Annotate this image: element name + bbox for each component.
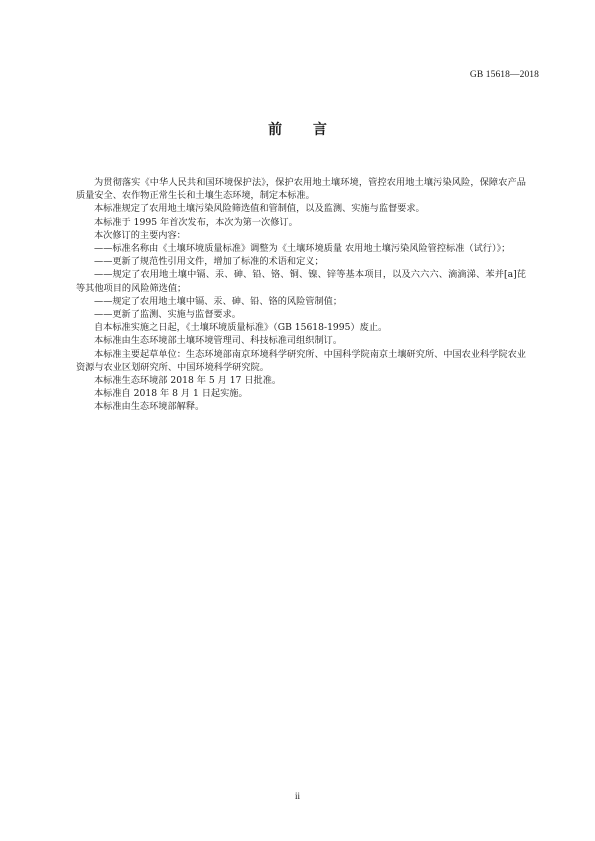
paragraph-abolished: 自本标准实施之日起，《土壤环境质量标准》（GB 15618-1995）废止。	[94, 322, 388, 334]
page-title: 前 言	[268, 122, 340, 138]
page-number: ii	[294, 791, 300, 801]
paragraph-approval: 本标准生态环境部 2018 年 5 月 17 日批准。	[94, 375, 282, 387]
revision-item-control-values: ——规定了农用地土壤中镉、汞、砷、铅、铬的风险管制值；	[94, 295, 343, 307]
revision-item-monitoring: ——更新了监测、实施与监督要求。	[94, 309, 241, 321]
paragraph-history: 本标准于 1995 年首次发布，本次为第一次修订。	[94, 216, 298, 228]
paragraph-revision-intro: 本次修订的主要内容：	[94, 229, 186, 241]
revision-item-references: ——更新了规范性引用文件，增加了标准的术语和定义；	[94, 256, 324, 268]
standard-number: GB 15618—2018	[469, 70, 539, 80]
revision-item-name: ——标准名称由《土壤环境质量标准》调整为《土壤环境质量 农用地土壤污染风险管控标准（试行）》；	[94, 243, 511, 255]
paragraph-drafters: 本标准主要起草单位：生态环境部南京环境科学研究所、中国科学院南京土壤研究所、中国农业科学院农业资源与农业区划研究所、中国环境科学研究院。	[76, 348, 526, 373]
revision-item-screening-values: ——规定了农用地土壤中镉、汞、砷、铅、铬、铜、镍、锌等基本项目，以及六六六、滴滴涕、苯并[a]芘等其他项目的风险筛选值；	[76, 269, 526, 294]
paragraph-effective-date: 本标准自 2018 年 8 月 1 日起实施。	[94, 388, 248, 400]
preface-body	[76, 176, 526, 414]
paragraph-interpretation: 本标准由生态环境部解释。	[94, 401, 205, 413]
paragraph-scope: 本标准规定了农用地土壤污染风险筛选值和管制值，以及监测、实施与监督要求。	[94, 203, 425, 215]
paragraph-organizer: 本标准由生态环境部土壤环境管理司、科技标准司组织制订。	[94, 335, 343, 347]
paragraph-purpose: 为贯彻落实《中华人民共和国环境保护法》，保护农用地土壤环境，管控农用地土壤污染风险，保障农产品质量安全、农作物正常生长和土壤生态环境，制定本标准。	[76, 177, 526, 202]
